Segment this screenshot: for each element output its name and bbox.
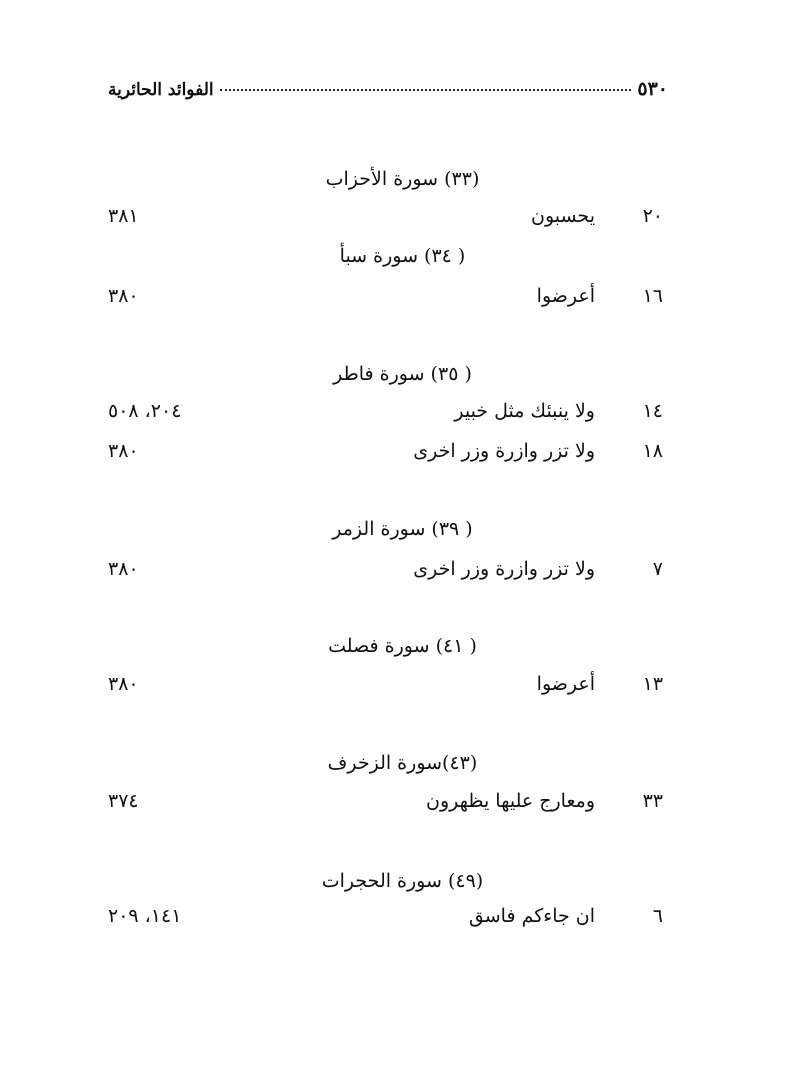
page-references: ٣٧٤: [108, 790, 139, 812]
verse-row: [0, 905, 805, 935]
verse-row: [0, 285, 805, 315]
verse-row: [0, 400, 805, 430]
surah-heading-fussilat: ( ٤١) سورة فصلت: [328, 635, 477, 657]
surah-heading-saba: ( ٣٤) سورة سبأ: [339, 245, 466, 267]
verse-text: ولا تزر وازرة وزر اخرى: [413, 558, 595, 580]
verse-number: ٣٣: [642, 790, 663, 812]
verse-text: أعرضوا: [536, 673, 595, 695]
surah-heading-fatir: ( ٣٥) سورة فاطر: [333, 363, 472, 385]
surah-heading-zumar: ( ٣٩) سورة الزمر: [332, 518, 473, 540]
verse-text: ومعارج عليها يظهرون: [426, 790, 595, 812]
page-references: ٣٨٠: [108, 285, 139, 307]
surah-heading-hujurat: (٤٩) سورة الحجرات: [321, 870, 484, 892]
verse-number: ٧: [652, 558, 663, 580]
verse-number: ٢٠: [642, 205, 663, 227]
verse-number: ١٣: [642, 673, 663, 695]
verse-row: [0, 790, 805, 820]
page-number: ٥٣٠: [637, 78, 668, 100]
verse-row: [0, 673, 805, 703]
verse-number: ١٨: [642, 440, 663, 462]
page-header: [108, 78, 668, 108]
verse-number: ٦: [652, 905, 663, 927]
verse-number: ١٦: [642, 285, 663, 307]
verse-row: [0, 558, 805, 588]
verse-number: ١٤: [642, 400, 663, 422]
page-references: ١٤١، ٢٠٩: [108, 905, 182, 927]
leader-dots: [220, 89, 632, 91]
page-references: ٢٠٤، ٥٠٨: [108, 400, 182, 422]
page-references: ٣٨٠: [108, 440, 139, 462]
surah-heading-zukhruf: (٤٣)سورة الزخرف: [327, 752, 478, 774]
page-references: ٣٨٠: [108, 558, 139, 580]
running-title: الفوائد الحائرية: [108, 80, 214, 100]
verse-text: ولا ينبئك مثل خبير: [454, 400, 595, 422]
verse-text: يحسبون: [530, 205, 595, 227]
page-references: ٣٨٠: [108, 673, 139, 695]
verse-row: [0, 205, 805, 235]
verse-text: ولا تزر وازرة وزر اخرى: [413, 440, 595, 462]
verse-text: ان جاءكم فاسق: [468, 905, 595, 927]
page-references: ٣٨١: [108, 205, 139, 227]
verse-row: [0, 440, 805, 470]
verse-text: أعرضوا: [536, 285, 595, 307]
surah-heading-ahzab: (٣٣) سورة الأحزاب: [325, 168, 480, 190]
